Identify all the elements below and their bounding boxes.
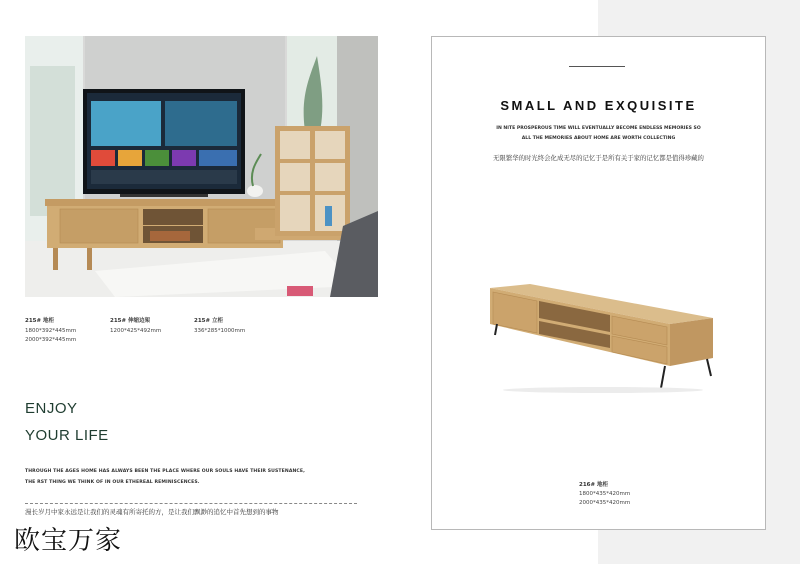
product-spec-215-side-shelf [110, 317, 161, 336]
dashed-divider [25, 503, 357, 504]
product-size: 336*285*1000mm [194, 328, 246, 334]
chinese-tagline: 漫长岁月中家永远是让我们的灵魂有所寄托的方，是让我们飘渺的追忆中首先想到的事物 [25, 508, 279, 516]
headline-enjoy: ENJOY [25, 400, 78, 417]
brand-name: 欧宝万家 [14, 526, 123, 556]
page-title: SMALL AND EXQUISITE [500, 98, 697, 113]
product-size: 2000*392*445mm [25, 337, 77, 343]
product-name: 215# 伸缩边架 [110, 318, 151, 324]
subtitle-line-1: IN NITE PROSPEROUS TIME WILL EVENTUALLY BECOME ENDLESS MEMORIES SO [496, 126, 701, 131]
product-name: 215# 地柜 [25, 318, 55, 324]
intro-paragraph-line-2: THE RST THING WE THINK OF IN OUR ETHEREAL REMINISCENCES. [25, 480, 200, 485]
product-spec-216-floor-cabinet [579, 481, 630, 508]
tv-cabinet-product-image [485, 280, 720, 395]
subtitle-chinese: 无限繁华的时光终会化成无尽的记忆于是所有关于家的记忆都是值得珍藏的 [493, 154, 704, 162]
title-rule [569, 66, 625, 67]
intro-paragraph-line-1: THROUGH THE AGES HOME HAS ALWAYS BEEN THE PLACE WHERE OUR SOULS HAVE THEIR SUSTENANCE, [25, 469, 305, 474]
product-spec-215-floor-cabinet [25, 317, 76, 345]
product-size: 1800*392*445mm [25, 328, 77, 334]
product-spec-215-tall-cabinet [194, 317, 245, 336]
product-name: 215# 立柜 [194, 318, 224, 324]
headline-your-life: YOUR LIFE [25, 427, 109, 444]
product-size: 1200*425*492mm [110, 328, 162, 334]
living-room-photo [25, 36, 378, 297]
product-size: 2000*435*420mm [579, 500, 631, 506]
tv-cabinet-illustration [485, 280, 720, 395]
subtitle-line-2: ALL THE MEMORIES ABOUT HOME ARE WORTH COLLECTING [521, 136, 676, 141]
product-name: 216# 地柜 [579, 482, 609, 488]
product-size: 1800*435*420mm [579, 491, 631, 497]
living-room-illustration [25, 36, 378, 297]
